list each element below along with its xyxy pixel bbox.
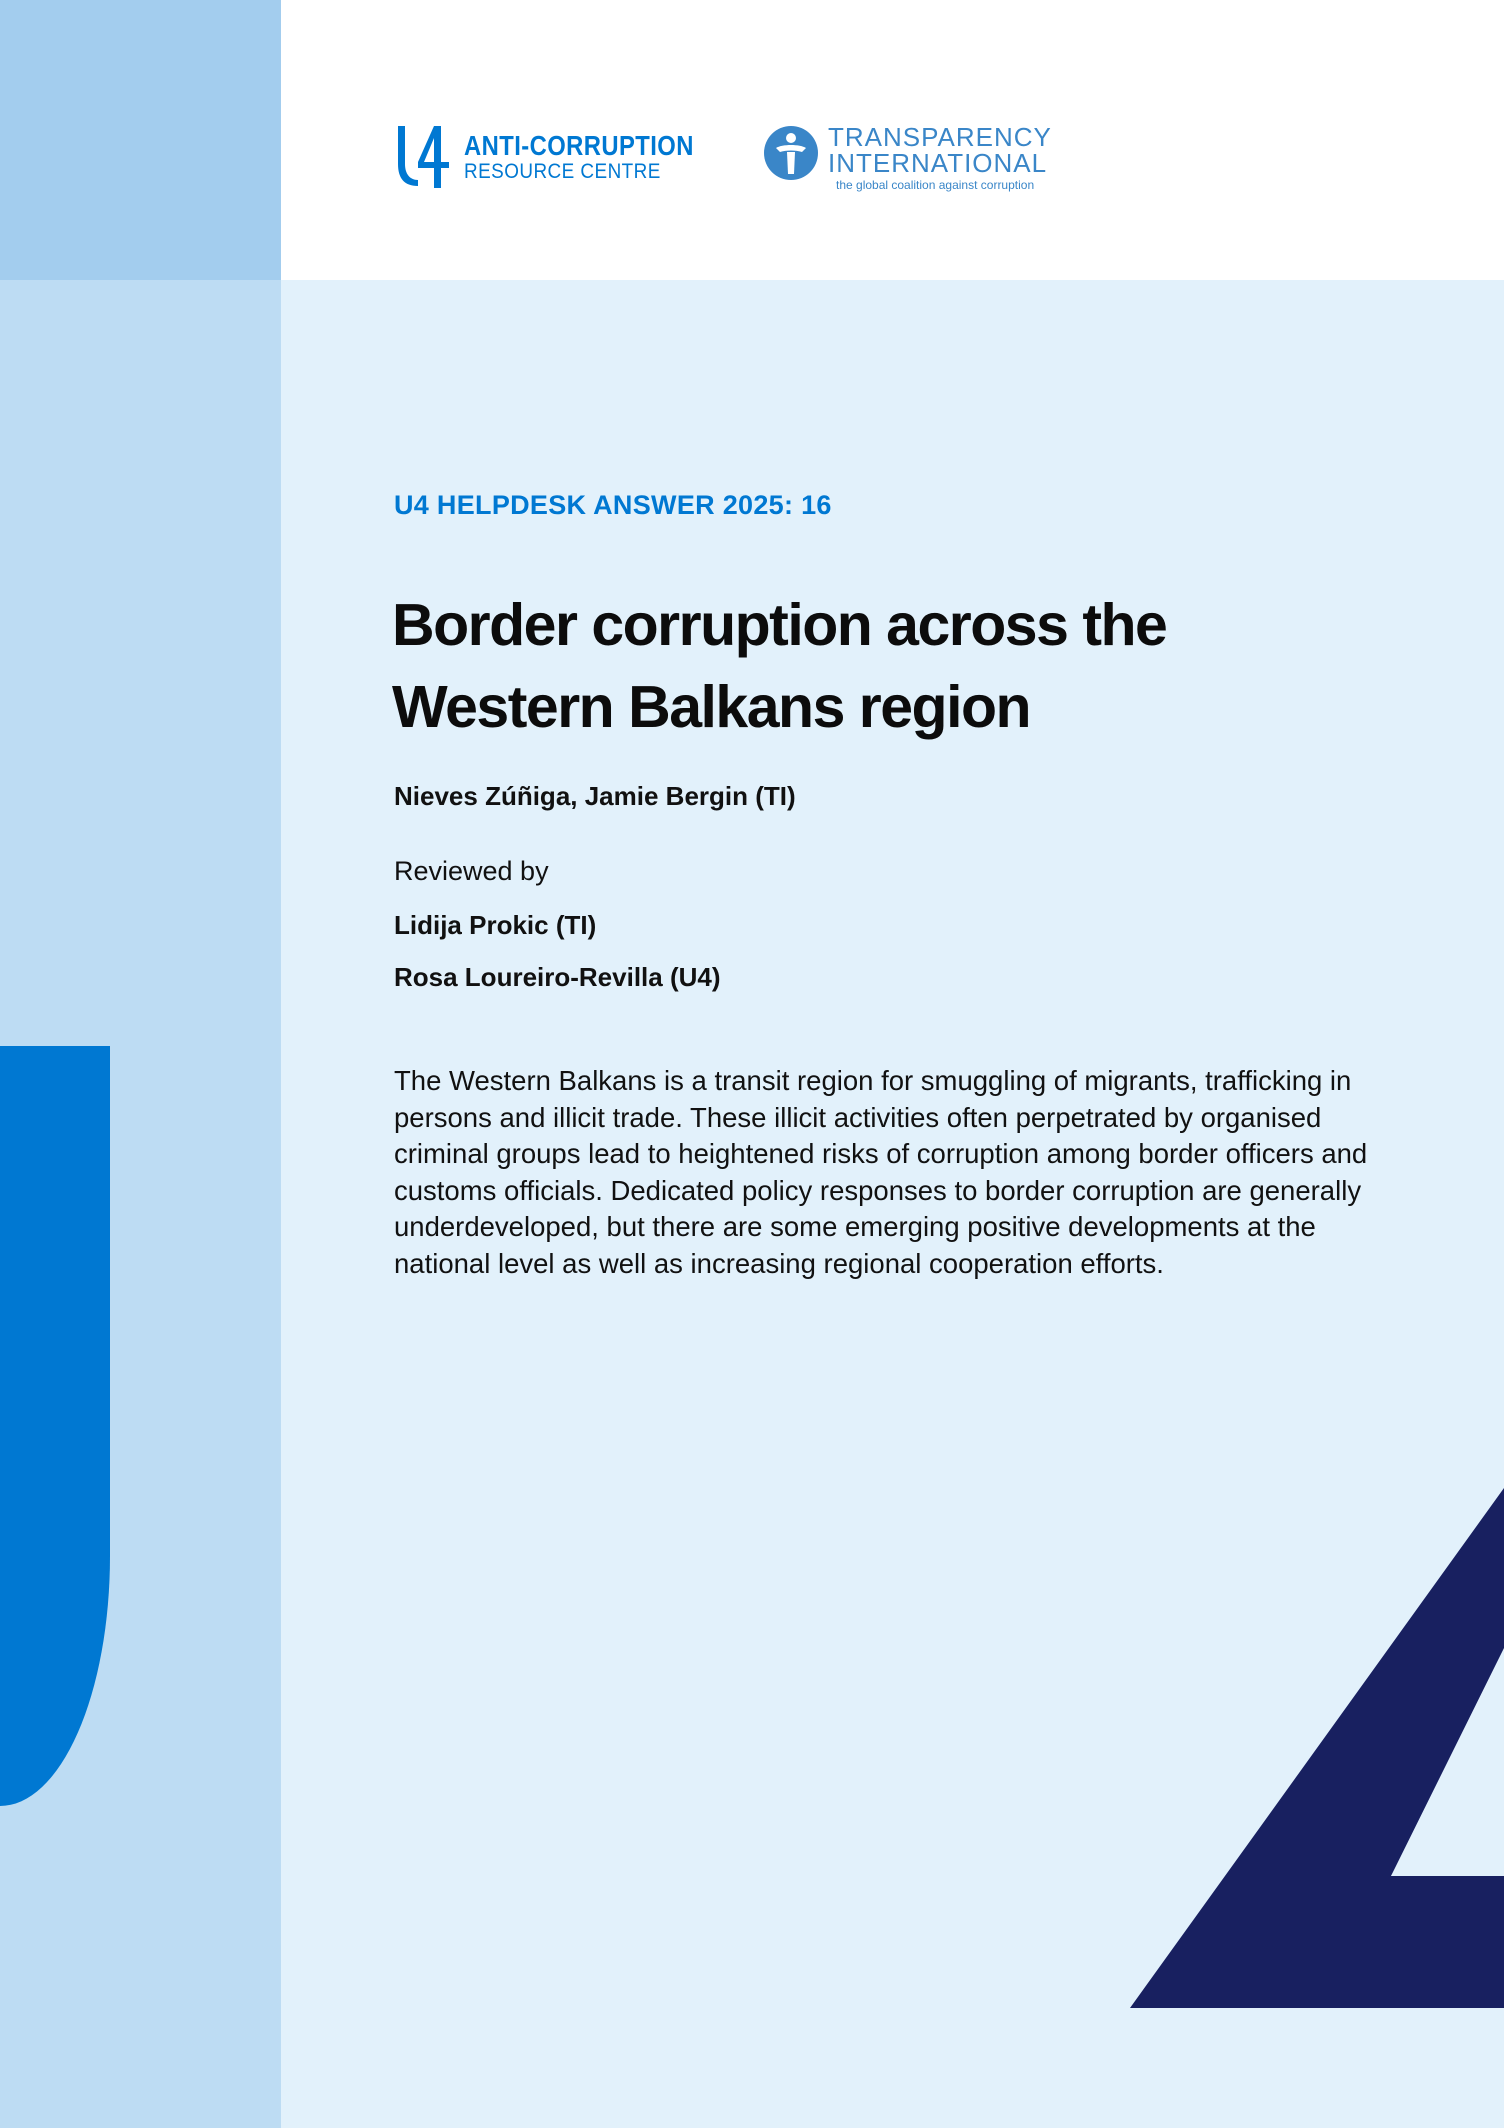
u4-subtitle: RESOURCE CENTRE: [464, 160, 661, 183]
u4-title: ANTI-CORRUPTION: [464, 130, 694, 161]
title-line-1: Border corruption across the: [392, 592, 1167, 658]
reviewer: Lidija Prokic (TI): [394, 910, 597, 940]
ti-line1: TRANSPARENCY: [828, 122, 1052, 152]
series-label: U4 HELPDESK ANSWER 2025: 16: [394, 490, 832, 520]
ti-logo[interactable]: [762, 124, 1052, 192]
ti-line2: INTERNATIONAL: [828, 148, 1048, 178]
u4-logo[interactable]: [394, 124, 734, 190]
left-top-block: [0, 0, 281, 280]
title-line-2: Western Balkans region: [392, 674, 1031, 740]
abstract: The Western Balkans is a transit region for smuggling of migrants, trafficking in persons and illicit trade. These illicit activities often perpetrated by organised criminal groups lead to heightened risks of corruption among border officers and customs officials. Dedicated policy responses to border corruption are generally underdeveloped, but there are some emerging positive developments at the national level as well as increasing regional cooperation efforts.: [394, 1065, 1368, 1279]
authors: Nieves Zúñiga, Jamie Bergin (TI): [394, 781, 796, 811]
u4-wordmark: [464, 130, 734, 184]
ti-wordmark: [828, 124, 1052, 192]
ti-tagline: the global coalition against corruption: [836, 178, 1035, 192]
four-shape-graphic: [1130, 1488, 1504, 2008]
reviewer: Rosa Loureiro-Revilla (U4): [394, 962, 721, 992]
reviewed-by-label: Reviewed by: [394, 856, 549, 886]
ti-globe-icon: [762, 124, 820, 182]
u4-mark-icon: [394, 124, 458, 190]
page-title: [392, 584, 1292, 748]
